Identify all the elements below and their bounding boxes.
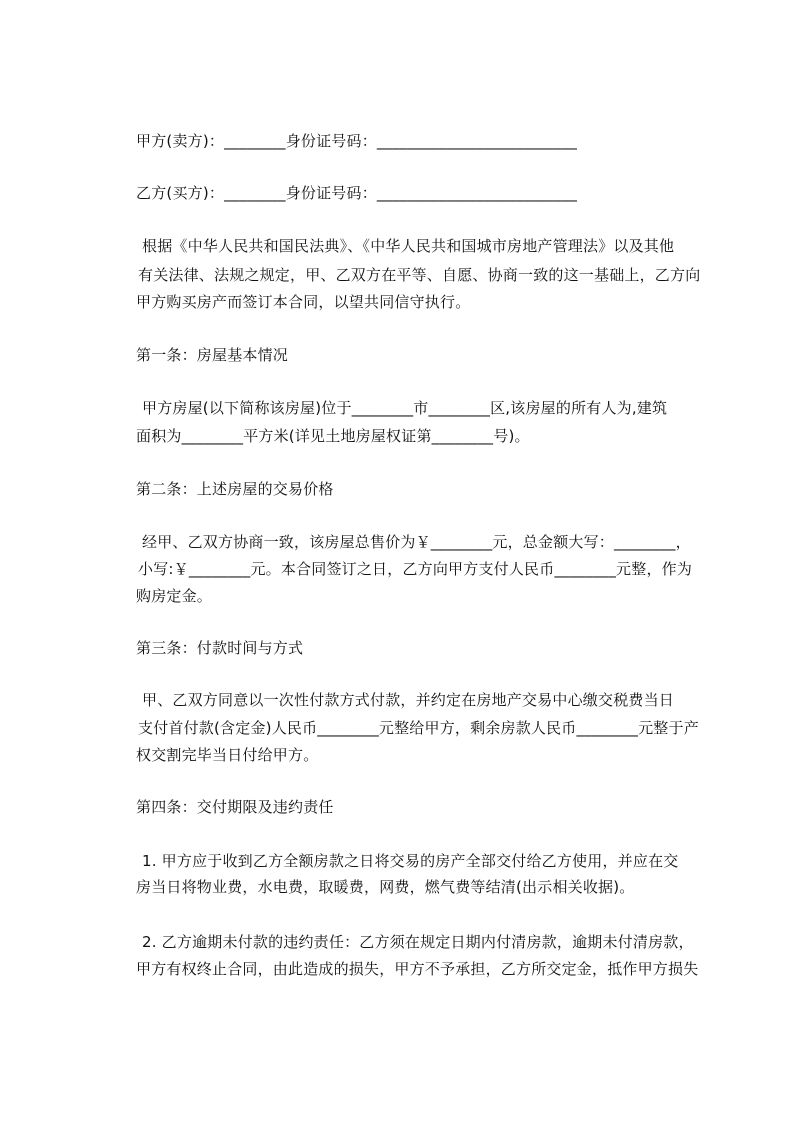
article-4-item-1-line: 房当日将物业费，水电费，取暖费，网费，燃气费等结清(出示相关收据)。 [136, 878, 635, 896]
article-3-title: 第三条：付款时间与方式 [136, 639, 304, 657]
article-3-paragraph-line: 支付首付款(含定金)人民币________元整给甲方，剩余房款人民币________元整于产 [138, 719, 699, 737]
article-4-item-2-line: 甲方有权终止合同，由此造成的损失，甲方不予承担，乙方所交定金，抵作甲方损失 [136, 960, 699, 978]
intro-paragraph-line: 甲方购买房产而签订本合同，以望共同信守执行。 [136, 293, 471, 311]
article-1-title: 第一条：房屋基本情况 [136, 346, 289, 364]
intro-paragraph-line: 有关法律、法规之规定，甲、乙双方在平等、自愿、协商一致的这一基础上，乙方向 [138, 266, 701, 284]
article-3-paragraph-line: 甲、乙双方同意以一次性付款方式付款，并约定在房地产交易中心缴交税费当日 [142, 691, 675, 709]
article-1-paragraph-line: 面积为________平方米(详见土地房屋权证第________号)。 [136, 427, 530, 445]
article-3-paragraph-line: 权交割完毕当日付给甲方。 [136, 746, 319, 764]
party-a-line: 甲方(卖方)：________身份证号码：__________________________ [136, 132, 578, 150]
party-b-line: 乙方(买方)：________身份证号码：__________________________ [136, 184, 578, 202]
article-2-paragraph-line: 购房定金。 [136, 587, 213, 605]
article-4-title: 第四条：交付期限及违约责任 [136, 798, 334, 816]
article-4-item-2-line: 2. 乙方逾期未付款的违约责任：乙方须在规定日期内付清房款，逾期未付清房款， [142, 933, 694, 951]
article-2-paragraph-line: 经甲、乙双方协商一致，该房屋总售价为￥________元，总金额大写：________， [142, 533, 691, 551]
article-4-item-1-line: 1. 甲方应于收到乙方全额房款之日将交易的房产全部交付给乙方使用，并应在交 [142, 852, 679, 870]
article-2-paragraph-line: 小写:￥________元。本合同签订之日，乙方向甲方支付人民币________元整，作为 [138, 560, 693, 578]
intro-paragraph-line: 根据《中华人民共和国民法典》、《中华人民共和国城市房地产管理法》以及其他 [142, 237, 675, 255]
article-1-paragraph-line: 甲方房屋(以下简称该房屋)位于________市________区,该房屋的所有人为,建筑 [142, 399, 668, 417]
article-2-title: 第二条：上述房屋的交易价格 [136, 480, 334, 498]
